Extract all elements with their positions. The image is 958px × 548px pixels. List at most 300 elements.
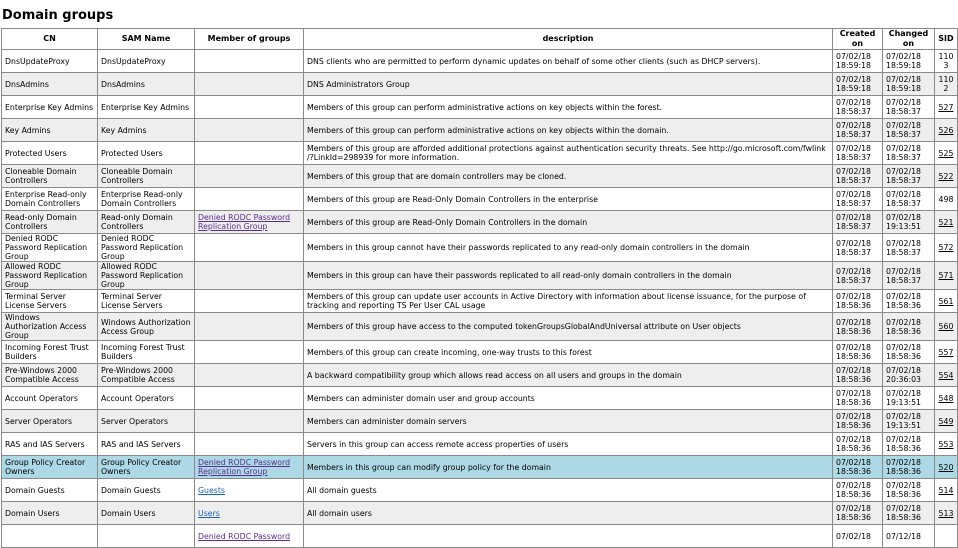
cell-cn	[2, 313, 98, 341]
table-row[interactable]	[2, 290, 958, 313]
description-text: Servers in this group can access remote access properties of users	[307, 439, 569, 449]
created-date: 07/02/18	[836, 98, 872, 107]
sid-text[interactable]: 526	[938, 125, 954, 135]
sam-name-text: Domain Guests	[101, 485, 161, 495]
sam-name-text: DnsUpdateProxy	[101, 56, 166, 66]
cn-text: Domain Users	[5, 508, 60, 518]
table-row-selected[interactable]	[2, 456, 958, 479]
sid-text[interactable]: 571	[938, 271, 954, 280]
cn-text: Key Admins	[5, 125, 51, 135]
changed-time: 18:58:37	[886, 176, 922, 185]
cell-cn	[2, 234, 98, 262]
changed-date: 07/02/18	[886, 98, 922, 107]
sid-text: 498	[938, 194, 954, 204]
changed-time: 18:58:37	[886, 153, 922, 162]
changed-date: 07/02/18	[886, 366, 922, 375]
cell-cn	[2, 290, 98, 313]
description-text: Members can administer domain user and group accounts	[307, 393, 535, 403]
changed-date: 07/02/18	[886, 343, 922, 352]
cell-created-on	[833, 188, 883, 211]
changed-date: 07/02/18	[886, 75, 922, 84]
cell-description	[304, 262, 833, 290]
cell-sam-name	[98, 479, 195, 502]
cell-sid	[935, 364, 958, 387]
cell-description	[304, 525, 833, 548]
table-row[interactable]	[2, 211, 958, 234]
changed-time: 18:58:36	[886, 326, 922, 336]
column-header-sam-name[interactable]: SAM Name	[98, 29, 195, 50]
cell-changed-on	[883, 50, 935, 73]
created-time: 18:58:36	[836, 398, 872, 407]
sam-name-text: Allowed RODC Password Replication Group	[101, 262, 184, 289]
cn-text: Protected Users	[5, 148, 67, 158]
cell-cn	[2, 525, 98, 548]
cell-cn	[2, 410, 98, 433]
cell-sid	[935, 290, 958, 313]
cell-created-on	[833, 479, 883, 502]
changed-date: 07/02/18	[886, 481, 922, 490]
description-text: All domain users	[307, 508, 372, 518]
cell-member-of-groups	[195, 364, 304, 387]
created-date: 07/02/18	[836, 389, 872, 398]
cell-sid	[935, 50, 958, 73]
table-row[interactable]	[2, 119, 958, 142]
cell-cn	[2, 364, 98, 387]
cell-sam-name	[98, 234, 195, 262]
cell-cn	[2, 262, 98, 290]
sid-text[interactable]: 520	[938, 462, 954, 472]
cn-text: Enterprise Key Admins	[5, 102, 94, 112]
table-row[interactable]	[2, 73, 958, 96]
cell-cn	[2, 433, 98, 456]
cell-sam-name	[98, 313, 195, 341]
created-date: 07/02/18	[836, 190, 872, 199]
cell-sid	[935, 456, 958, 479]
sid-text[interactable]: 513	[938, 508, 954, 518]
created-time: 18:58:36	[836, 375, 872, 384]
cell-description	[304, 73, 833, 96]
description-text: Members in this group can have their passwords replicated to all read-only domain controllers in the domain	[307, 271, 732, 280]
cell-sam-name	[98, 387, 195, 410]
sam-name-text: Account Operators	[101, 393, 174, 403]
cell-created-on	[833, 341, 883, 364]
created-time: 18:58:36	[836, 326, 872, 336]
created-date: 07/02/18	[836, 504, 872, 513]
cell-cn	[2, 50, 98, 73]
cell-sam-name	[98, 188, 195, 211]
created-date: 07/02/18	[836, 531, 872, 541]
description-text: Members of this group can create incoming, one-way trusts to this forest	[307, 347, 592, 357]
cell-created-on	[833, 502, 883, 525]
table-row[interactable]	[2, 313, 958, 341]
description-text: Members of this group have access to the computed tokenGroupsGlobalAndUniversal attribute on User objects	[307, 322, 741, 331]
cell-cn	[2, 456, 98, 479]
cell-cn	[2, 96, 98, 119]
cell-member-of-groups	[195, 234, 304, 262]
created-time: 18:58:37	[836, 247, 872, 257]
cell-created-on	[833, 119, 883, 142]
cell-created-on	[833, 73, 883, 96]
changed-date: 07/02/18	[886, 144, 922, 153]
cell-created-on	[833, 364, 883, 387]
sid-text[interactable]: 560	[938, 322, 954, 331]
table-row[interactable]	[2, 433, 958, 456]
changed-date: 07/02/18	[886, 317, 922, 327]
cell-sid	[935, 96, 958, 119]
cell-sam-name	[98, 410, 195, 433]
created-time: 18:59:18	[836, 84, 872, 93]
changed-time: 18:58:36	[886, 513, 922, 522]
cell-created-on	[833, 96, 883, 119]
cn-text: Server Operators	[5, 416, 73, 426]
cell-changed-on	[883, 387, 935, 410]
cell-cn	[2, 119, 98, 142]
changed-time: 18:58:37	[886, 130, 922, 139]
cn-text: Domain Guests	[5, 485, 65, 495]
description-text: Members of this group can perform administrative actions on key objects within the forest.	[307, 102, 663, 112]
cell-member-of-groups	[195, 165, 304, 188]
created-time: 18:59:18	[836, 61, 872, 70]
changed-date: 07/02/18	[886, 238, 922, 248]
cell-created-on	[833, 234, 883, 262]
created-time: 18:58:36	[836, 421, 872, 430]
column-header-sid[interactable]: SID	[935, 29, 958, 50]
created-date: 07/02/18	[836, 266, 872, 276]
cell-description	[304, 211, 833, 234]
sid-text[interactable]: 553	[938, 439, 954, 449]
cn-text: RAS and IAS Servers	[5, 439, 85, 449]
cell-description	[304, 341, 833, 364]
cell-changed-on	[883, 188, 935, 211]
created-date: 07/02/18	[836, 213, 872, 222]
description-text: Members in this group can modify group policy for the domain	[307, 462, 551, 472]
changed-time: 18:59:18	[886, 84, 922, 93]
sam-name-text: Key Admins	[101, 125, 147, 135]
sid-text[interactable]: 548	[938, 393, 954, 403]
cell-member-of-groups	[195, 341, 304, 364]
cn-text: Cloneable Domain Controllers	[5, 167, 77, 185]
sam-name-text: Pre-Windows 2000 Compatible Access	[101, 366, 175, 384]
changed-date: 07/02/18	[886, 167, 922, 176]
changed-date: 07/02/18	[886, 504, 922, 513]
changed-date: 07/02/18	[886, 190, 922, 199]
member-group-link[interactable]: Guests	[198, 485, 225, 495]
cell-description	[304, 96, 833, 119]
created-time: 18:58:37	[836, 275, 872, 285]
cell-description	[304, 50, 833, 73]
created-date: 07/02/18	[836, 343, 872, 352]
cell-changed-on	[883, 341, 935, 364]
description-text: Members can administer domain servers	[307, 416, 467, 426]
sid-text[interactable]: 554	[938, 370, 954, 380]
cn-text: Account Operators	[5, 393, 78, 403]
created-date: 07/02/18	[836, 458, 872, 467]
description-text: All domain guests	[307, 485, 377, 495]
table-row[interactable]	[2, 364, 958, 387]
cell-sid	[935, 410, 958, 433]
description-text: DNS clients who are permitted to perform dynamic updates on behalf of some other clients (such as DHCP servers).	[307, 56, 761, 66]
created-time: 18:58:36	[836, 467, 872, 476]
column-header-changed-on[interactable]: Changed on	[883, 29, 935, 50]
cell-sid	[935, 525, 958, 548]
cell-cn	[2, 188, 98, 211]
changed-time: 18:58:36	[886, 467, 922, 476]
cell-sid	[935, 433, 958, 456]
sam-name-text: Terminal Server License Servers	[101, 292, 163, 310]
table-row[interactable]	[2, 188, 958, 211]
changed-time: 18:58:36	[886, 301, 922, 310]
cell-changed-on	[883, 290, 935, 313]
member-group-link[interactable]: Denied RODC Password	[198, 531, 291, 541]
sam-name-text: Windows Authorization Access Group	[101, 317, 191, 336]
description-text: Members of this group can update user accounts in Active Directory with information about license issuance, for the purpose of tracking and reporting TS Per User CAL usage	[307, 292, 806, 310]
table-row[interactable]	[2, 96, 958, 119]
column-header-description[interactable]: description	[304, 29, 833, 50]
cell-sam-name	[98, 262, 195, 290]
sid-text[interactable]: 557	[938, 347, 954, 357]
table-header-row	[2, 29, 958, 50]
changed-time: 18:59:18	[886, 61, 922, 70]
cell-sam-name	[98, 50, 195, 73]
cell-sam-name	[98, 96, 195, 119]
cn-text: Terminal Server License Servers	[5, 292, 67, 310]
description-text: Members of this group are Read-Only Domain Controllers in the domain	[307, 217, 588, 227]
cell-sam-name	[98, 142, 195, 165]
created-date: 07/02/18	[836, 167, 872, 176]
sid-text: 1102	[938, 75, 954, 93]
changed-time: 20:36:03	[886, 375, 922, 384]
sam-name-text: Group Policy Creator Owners	[101, 458, 182, 476]
cell-created-on	[833, 525, 883, 548]
sam-name-text: Incoming Forest Trust Builders	[101, 343, 185, 361]
sid-text: 1103	[938, 52, 954, 70]
cell-sam-name	[98, 73, 195, 96]
cell-member-of-groups	[195, 262, 304, 290]
created-time: 18:58:37	[836, 130, 872, 139]
sam-name-text: Enterprise Read-only Domain Controllers	[101, 190, 183, 208]
cell-description	[304, 142, 833, 165]
cell-description	[304, 313, 833, 341]
cell-member-of-groups	[195, 119, 304, 142]
created-date: 07/02/18	[836, 52, 872, 61]
changed-date: 07/02/18	[886, 213, 922, 222]
sid-text[interactable]: 527	[938, 102, 954, 112]
cell-description	[304, 234, 833, 262]
created-time: 18:58:36	[836, 352, 872, 361]
cell-created-on	[833, 433, 883, 456]
cell-member-of-groups	[195, 290, 304, 313]
cell-created-on	[833, 456, 883, 479]
cell-sid	[935, 73, 958, 96]
cell-description	[304, 165, 833, 188]
sam-name-text: Enterprise Key Admins	[101, 102, 190, 112]
cell-changed-on	[883, 525, 935, 548]
changed-date: 07/02/18	[886, 121, 922, 130]
created-date: 07/02/18	[836, 144, 872, 153]
cell-description	[304, 433, 833, 456]
cell-sam-name	[98, 364, 195, 387]
cell-description	[304, 456, 833, 479]
cell-changed-on	[883, 119, 935, 142]
changed-time: 19:13:51	[886, 421, 922, 430]
column-header-cn[interactable]: CN	[2, 29, 98, 50]
sid-text[interactable]: 522	[938, 171, 954, 181]
cell-sid	[935, 165, 958, 188]
cell-sam-name	[98, 341, 195, 364]
cell-description	[304, 364, 833, 387]
sam-name-text: Cloneable Domain Controllers	[101, 167, 173, 185]
cell-sam-name	[98, 119, 195, 142]
cell-changed-on	[883, 433, 935, 456]
cell-member-of-groups	[195, 502, 304, 525]
created-time: 18:58:36	[836, 301, 872, 310]
cn-text: Enterprise Read-only Domain Controllers	[5, 190, 87, 208]
cn-text: Allowed RODC Password Replication Group	[5, 262, 88, 289]
sam-name-text: Server Operators	[101, 416, 169, 426]
table-row[interactable]	[2, 410, 958, 433]
member-group-link[interactable]: Users	[198, 508, 220, 518]
column-header-created-on[interactable]: Created on	[833, 29, 883, 50]
cn-text: Read-only Domain Controllers	[5, 213, 77, 231]
created-date: 07/02/18	[836, 481, 872, 490]
cell-sid	[935, 119, 958, 142]
cell-created-on	[833, 142, 883, 165]
cell-sid	[935, 262, 958, 290]
cell-description	[304, 502, 833, 525]
cell-description	[304, 119, 833, 142]
created-time: 18:58:37	[836, 199, 872, 208]
cell-created-on	[833, 410, 883, 433]
cell-sid	[935, 387, 958, 410]
table-row[interactable]	[2, 142, 958, 165]
cell-changed-on	[883, 364, 935, 387]
cell-cn	[2, 165, 98, 188]
cell-description	[304, 188, 833, 211]
cell-changed-on	[883, 456, 935, 479]
table-row[interactable]	[2, 50, 958, 73]
sam-name-text: RAS and IAS Servers	[101, 439, 181, 449]
cell-cn	[2, 502, 98, 525]
cell-changed-on	[883, 165, 935, 188]
table-row[interactable]	[2, 165, 958, 188]
description-text: A backward compatibility group which allows read access on all users and groups in the domain	[307, 370, 682, 380]
cell-changed-on	[883, 142, 935, 165]
cell-member-of-groups	[195, 313, 304, 341]
cell-changed-on	[883, 479, 935, 502]
cn-text: Group Policy Creator Owners	[5, 458, 86, 476]
cell-changed-on	[883, 234, 935, 262]
table-row[interactable]	[2, 234, 958, 262]
cell-changed-on	[883, 410, 935, 433]
table-row[interactable]	[2, 479, 958, 502]
cell-created-on	[833, 313, 883, 341]
changed-time: 18:58:37	[886, 247, 922, 257]
created-date: 07/02/18	[836, 366, 872, 375]
created-date: 07/02/18	[836, 238, 872, 248]
table-row[interactable]	[2, 387, 958, 410]
changed-date: 07/02/18	[886, 389, 922, 398]
sid-text[interactable]: 572	[938, 243, 954, 252]
changed-time: 18:58:36	[886, 352, 922, 361]
cell-created-on	[833, 50, 883, 73]
cn-text: Windows Authorization Access Group	[5, 313, 87, 340]
changed-date: 07/02/18	[886, 435, 922, 444]
cell-cn	[2, 387, 98, 410]
cell-member-of-groups	[195, 479, 304, 502]
column-header-member-of-groups[interactable]: Member of groups	[195, 29, 304, 50]
cell-changed-on	[883, 502, 935, 525]
sam-name-text: DnsAdmins	[101, 79, 145, 89]
changed-time: 18:58:36	[886, 444, 922, 453]
cell-member-of-groups	[195, 73, 304, 96]
changed-time: 18:58:37	[886, 275, 922, 285]
sid-text[interactable]: 521	[938, 217, 954, 227]
cell-cn	[2, 142, 98, 165]
table-row[interactable]	[2, 525, 958, 548]
created-date: 07/02/18	[836, 412, 872, 421]
sid-text[interactable]: 514	[938, 485, 954, 495]
cell-cn	[2, 341, 98, 364]
table-row[interactable]	[2, 262, 958, 290]
changed-time: 18:58:37	[886, 107, 922, 116]
cell-member-of-groups	[195, 433, 304, 456]
changed-date: 07/02/18	[886, 458, 922, 467]
sam-name-text: Protected Users	[101, 148, 163, 158]
cell-sid	[935, 341, 958, 364]
sid-text[interactable]: 549	[938, 416, 954, 426]
member-group-link[interactable]: Denied RODC Password Replication Group	[198, 458, 291, 476]
changed-date: 07/02/18	[886, 292, 922, 301]
changed-time: 19:13:51	[886, 398, 922, 407]
created-time: 18:58:36	[836, 444, 872, 453]
cell-created-on	[833, 262, 883, 290]
cn-text: Denied RODC Password Replication Group	[5, 234, 88, 261]
cell-member-of-groups	[195, 387, 304, 410]
created-time: 18:58:37	[836, 107, 872, 116]
changed-time: 18:58:36	[886, 490, 922, 499]
cell-sam-name	[98, 456, 195, 479]
cell-sam-name	[98, 211, 195, 234]
created-date: 07/02/18	[836, 435, 872, 444]
cell-sam-name	[98, 165, 195, 188]
cell-description	[304, 410, 833, 433]
cell-created-on	[833, 211, 883, 234]
created-time: 18:58:36	[836, 513, 872, 522]
cell-member-of-groups	[195, 50, 304, 73]
cell-created-on	[833, 290, 883, 313]
cell-sam-name	[98, 290, 195, 313]
cell-sam-name	[98, 502, 195, 525]
created-time: 18:58:37	[836, 153, 872, 162]
created-date: 07/02/18	[836, 317, 872, 327]
cell-sid	[935, 234, 958, 262]
sid-text[interactable]: 525	[938, 148, 954, 158]
cell-changed-on	[883, 96, 935, 119]
created-time: 18:58:36	[836, 490, 872, 499]
table-row[interactable]	[2, 341, 958, 364]
description-text: Members of this group are afforded additional protections against authentication security threats. See http://go.microsoft.com/fwlink /?LinkId=298939 for more information.	[307, 144, 826, 162]
sam-name-text: Denied RODC Password Replication Group	[101, 234, 184, 261]
member-group-link[interactable]: Denied RODC Password Replication Group	[198, 213, 291, 231]
cn-text: DnsAdmins	[5, 79, 49, 89]
sam-name-text: Domain Users	[101, 508, 156, 518]
sid-text[interactable]: 561	[938, 296, 954, 306]
table-row[interactable]	[2, 502, 958, 525]
created-date: 07/02/18	[836, 75, 872, 84]
description-text: Members of this group can perform administrative actions on key objects within the domain.	[307, 125, 669, 135]
description-text: Members in this group cannot have their passwords replicated to any read-only domain controllers in the domain	[307, 243, 750, 252]
cell-member-of-groups	[195, 456, 304, 479]
